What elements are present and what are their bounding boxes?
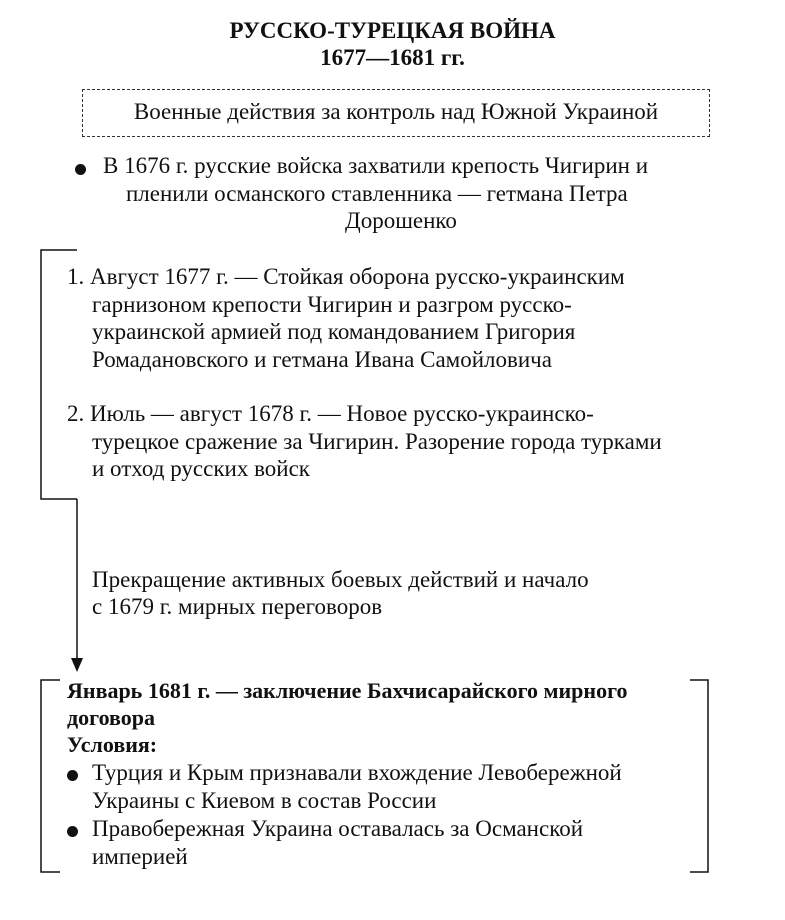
arrow-head-icon: [71, 658, 83, 672]
event-2-line-3: и отход русских войск: [92, 456, 310, 481]
condition-1-line-1: Турция и Крым признавали вхождение Левобережной: [92, 760, 622, 785]
intro-line-1: В 1676 г. русские войска захватили крепость Чигирин и: [103, 153, 649, 178]
diagram-title-years: 1677—1681 гг.: [320, 45, 465, 70]
diagram-title: РУССКО-ТУРЕЦКАЯ ВОЙНА: [229, 18, 556, 43]
event-2-line-2: турецкое сражение за Чигирин. Разорение города турками: [92, 429, 662, 454]
condition-2-line-2: империей: [92, 844, 188, 869]
condition-2-line-1: Правобережная Украина оставалась за Османской: [92, 816, 584, 841]
event-1-line-1: 1. Август 1677 г. — Стойкая оборона русско-украинским: [67, 264, 625, 289]
treaty-left-bracket: [41, 680, 60, 872]
topic-box: Военные действия за контроль над Южной Украиной: [82, 89, 710, 137]
condition-1-line-2: Украины с Киевом в состав России: [92, 788, 437, 813]
treaty-right-bracket: [690, 680, 708, 872]
bullet-dot-icon: [67, 770, 78, 781]
intro-line-3: Дорошенко: [345, 208, 457, 233]
intro-line-2: пленили османского ставленника — гетмана Петра: [126, 181, 628, 206]
transition-line-2: с 1679 г. мирных переговоров: [92, 594, 383, 619]
bullet-dot-icon: [67, 826, 78, 837]
event-1-line-4: Ромадановского и гетмана Ивана Самойловича: [92, 347, 552, 372]
event-1-line-2: гарнизоном крепости Чигирин и разгром русско-: [92, 292, 572, 317]
transition-line-1: Прекращение активных боевых действий и начало: [92, 567, 589, 592]
treaty-heading-line-2: договора: [67, 705, 155, 730]
event-1-line-3: украинской армией под командованием Григория: [92, 319, 576, 344]
conditions-label: Условия:: [67, 732, 158, 757]
event-2-line-1: 2. Июль — август 1678 г. — Новое русско-украинско-: [67, 401, 594, 426]
treaty-heading-line-1: Январь 1681 г. — заключение Бахчисарайского мирного: [67, 678, 628, 703]
